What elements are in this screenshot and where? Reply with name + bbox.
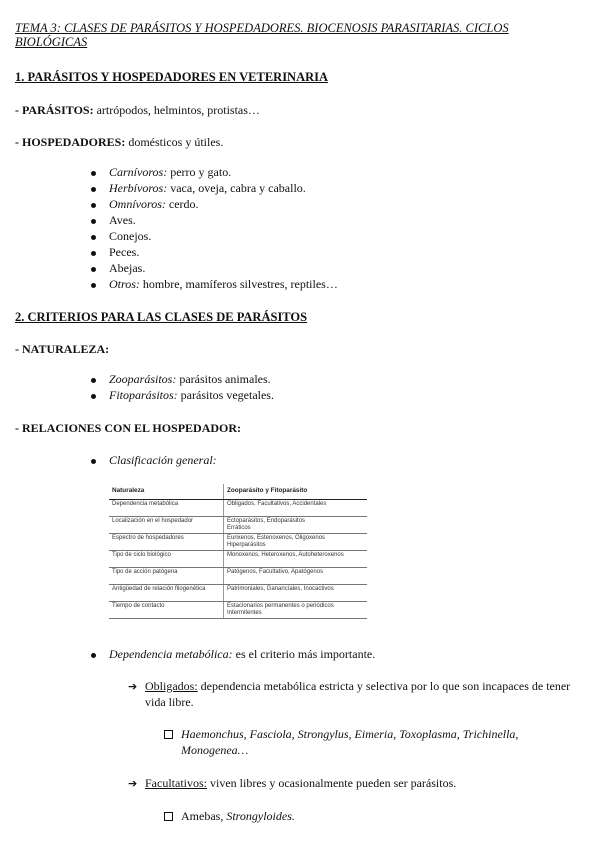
- relaciones-label: - RELACIONES CON EL HOSPEDADOR:: [15, 421, 242, 435]
- list-item-text: Peces.: [109, 245, 140, 259]
- facultativos-examples: [181, 809, 295, 824]
- list-item-label: Otros:: [109, 277, 140, 291]
- arrow-icon: ➔: [128, 680, 138, 693]
- parasitos-label: - PARÁSITOS:: [15, 103, 94, 117]
- dependencia-label: Dependencia metabólica:: [109, 647, 233, 661]
- facultativos-label: Facultativos:: [145, 776, 207, 790]
- table-cell-types: Eurixenos, Estenoxenos, Oligoxenos Hiperparásitos: [224, 534, 368, 551]
- table-header-row: [109, 484, 367, 500]
- list-item: [109, 181, 306, 196]
- document-title: TEMA 3: CLASES DE PARÁSITOS Y HOSPEDADORES. BIOCENOSIS PARASITARIAS. CICLOS BIOLÓGICAS: [15, 21, 509, 49]
- facultativos-text: viven libres y ocasionalmente pueden ser parásitos.: [207, 776, 457, 790]
- bullet-icon: [91, 459, 96, 464]
- list-item: [109, 245, 139, 260]
- table-cell-criterion: Espectro de hospedadores: [109, 534, 224, 551]
- hospedadores-text: domésticos y útiles.: [125, 135, 224, 149]
- list-item: [109, 372, 271, 387]
- obligados-examples: Haemonchus, Fasciola, Strongylus, Eimeria, Toxoplasma, Trichinella,: [181, 727, 519, 741]
- table-cell-types: Ectoparásitos, Endoparásitos Erráticos: [224, 517, 368, 534]
- list-item: [109, 197, 199, 212]
- hospedadores-label: - HOSPEDADORES:: [15, 135, 126, 149]
- bullet-icon: [91, 219, 96, 224]
- bullet-icon: [91, 653, 96, 658]
- table-row: [109, 517, 367, 534]
- table-cell-criterion: Antigüedad de relación filogenética: [109, 585, 224, 602]
- bullet-icon: [91, 283, 96, 288]
- table-cell-criterion: Tipo de ciclo biológico: [109, 551, 224, 568]
- parasitos-text: artrópodos, helmintos, protistas…: [93, 103, 260, 117]
- parasitos-line: [15, 103, 260, 118]
- table-cell-types: Patógenos, Facultativo, Apatógenos: [224, 568, 368, 585]
- list-item-text: perro y gato.: [167, 165, 232, 179]
- table-cell-criterion: Dependencia metabólica: [109, 500, 224, 517]
- bullet-icon: [91, 378, 96, 383]
- bullet-icon: [91, 203, 96, 208]
- obligados-label: Obligados:: [145, 679, 198, 693]
- bullet-icon: [91, 171, 96, 176]
- facultativos-examples-text: Amebas,: [181, 809, 227, 823]
- list-item-text: parásitos vegetales.: [177, 388, 274, 402]
- table-body: [109, 500, 367, 619]
- list-item-label: Fitoparásitos:: [109, 388, 178, 402]
- checkbox-icon: [164, 730, 173, 739]
- table-row: [109, 568, 367, 585]
- obligados-examples-2: Monogenea…: [181, 743, 249, 757]
- list-item-text: Conejos.: [109, 229, 152, 243]
- arrow-icon: ➔: [128, 777, 138, 790]
- list-item-label: Carnívoros:: [109, 165, 168, 179]
- naturaleza-label: - NATURALEZA:: [15, 342, 110, 356]
- bullet-icon: [91, 251, 96, 256]
- criteria-table: [109, 484, 367, 619]
- list-item-label: Omnívoros:: [109, 197, 166, 211]
- table-row: [109, 602, 367, 619]
- list-item-text: Aves.: [109, 213, 136, 227]
- table-row: [109, 585, 367, 602]
- clasificacion-label: Clasificación general:: [109, 453, 217, 467]
- dependencia-line: [109, 647, 375, 662]
- section-2-heading: 2. CRITERIOS PARA LAS CLASES DE PARÁSITOS: [15, 310, 308, 324]
- facultativos-line: [145, 776, 456, 791]
- table-cell-types: Estacionarios permanentes o periódicos Intermitentes: [224, 602, 368, 619]
- hospedadores-line: [15, 135, 223, 150]
- obligados-line: [145, 679, 570, 694]
- table-cell-criterion: Localización en el hospedador: [109, 517, 224, 534]
- table-header: Zooparásito y Fitoparásito: [224, 484, 368, 500]
- list-item: [109, 388, 274, 403]
- dependencia-text: es el criterio más importante.: [232, 647, 376, 661]
- checkbox-icon: [164, 812, 173, 821]
- list-item-label: Zooparásitos:: [109, 372, 177, 386]
- list-item: [109, 277, 338, 292]
- obligados-text: dependencia metabólica estricta y selectiva por lo que son incapaces de tener: [197, 679, 571, 693]
- table-row: [109, 551, 367, 568]
- facultativos-examples-italic: Strongyloides.: [226, 809, 295, 823]
- table-cell-criterion: Tipo de acción patógena: [109, 568, 224, 585]
- table-cell-types: Obligados, Facultativos, Accidentales: [224, 500, 368, 517]
- list-item-text: vaca, oveja, cabra y caballo.: [167, 181, 306, 195]
- list-item-text: cerdo.: [165, 197, 199, 211]
- table-header: Naturaleza: [109, 484, 224, 500]
- bullet-icon: [91, 187, 96, 192]
- table-row: [109, 534, 367, 551]
- table-cell-types: Patrimoniales, Ganancíales, Inocactivos: [224, 585, 368, 602]
- list-item: [109, 261, 145, 276]
- table-cell-types: Monoxenos, Heteroxenos, Autoheteroxenos: [224, 551, 368, 568]
- list-item: [109, 229, 151, 244]
- list-item-text: Abejas.: [109, 261, 146, 275]
- list-item: [109, 213, 136, 228]
- bullet-icon: [91, 394, 96, 399]
- list-item: [109, 165, 231, 180]
- bullet-icon: [91, 235, 96, 240]
- bullet-icon: [91, 267, 96, 272]
- table-cell-criterion: Tiempo de contacto: [109, 602, 224, 619]
- list-item-label: Herbívoros:: [109, 181, 168, 195]
- table-row: [109, 500, 367, 517]
- list-item-text: hombre, mamíferos silvestres, reptiles…: [139, 277, 338, 291]
- list-item-text: parásitos animales.: [176, 372, 271, 386]
- obligados-text-2: vida libre.: [145, 695, 194, 709]
- section-1-heading: 1. PARÁSITOS Y HOSPEDADORES EN VETERINARIA: [15, 70, 329, 84]
